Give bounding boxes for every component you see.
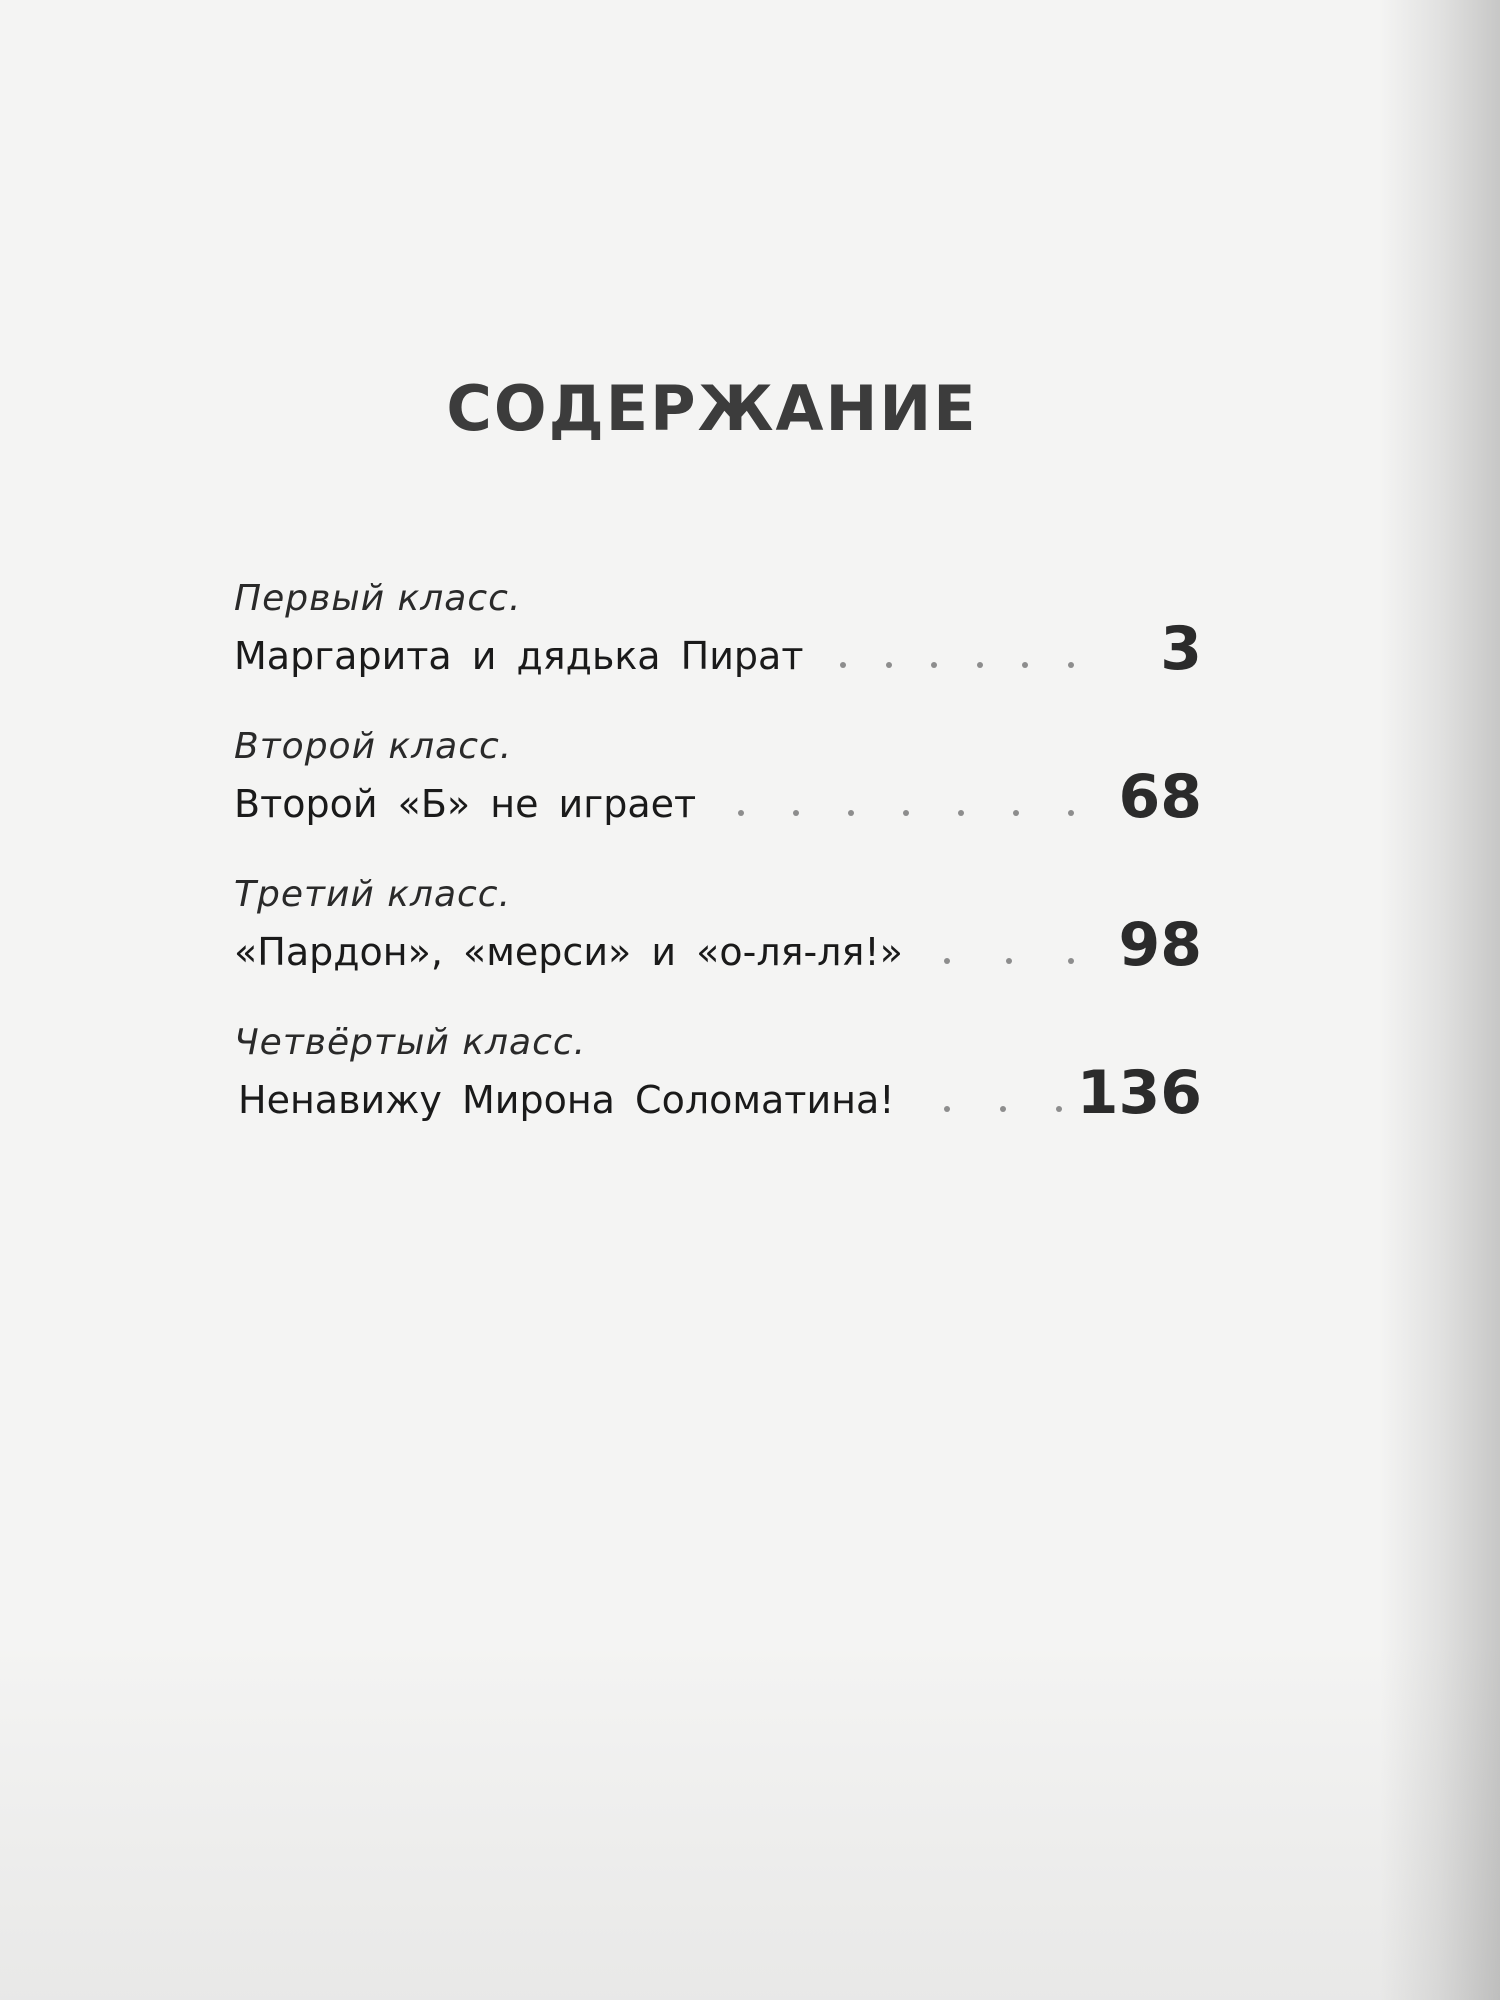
toc-entry [234, 1022, 1202, 1170]
table-of-contents [234, 578, 1202, 1170]
page-title: СОДЕРЖАНИЕ [446, 372, 978, 445]
dot-leader [944, 928, 1074, 972]
toc-entry [234, 578, 1202, 726]
toc-page-number: 136 [1076, 1058, 1202, 1128]
toc-grade-label: Первый класс. [234, 578, 522, 619]
toc-chapter-title: Маргарита и дядька Пират [234, 634, 804, 678]
dot-leader [944, 1076, 1062, 1120]
toc-chapter-title: «Пардон», «мерси» и «о-ля-ля!» [234, 930, 903, 974]
toc-grade-label: Третий класс. [234, 874, 512, 915]
toc-chapter-title: Ненавижу Мирона Соломатина! [238, 1078, 895, 1122]
toc-entry [234, 726, 1202, 874]
toc-grade-label: Второй класс. [234, 726, 513, 767]
toc-page-number: 98 [1118, 910, 1202, 980]
toc-entry [234, 874, 1202, 1022]
dot-leader [840, 632, 1074, 676]
toc-page-number: 68 [1118, 762, 1202, 832]
dot-leader [738, 780, 1074, 824]
toc-chapter-title: Второй «Б» не играет [234, 782, 697, 826]
toc-grade-label: Четвёртый класс. [234, 1022, 587, 1063]
toc-page-number: 3 [1160, 614, 1202, 684]
